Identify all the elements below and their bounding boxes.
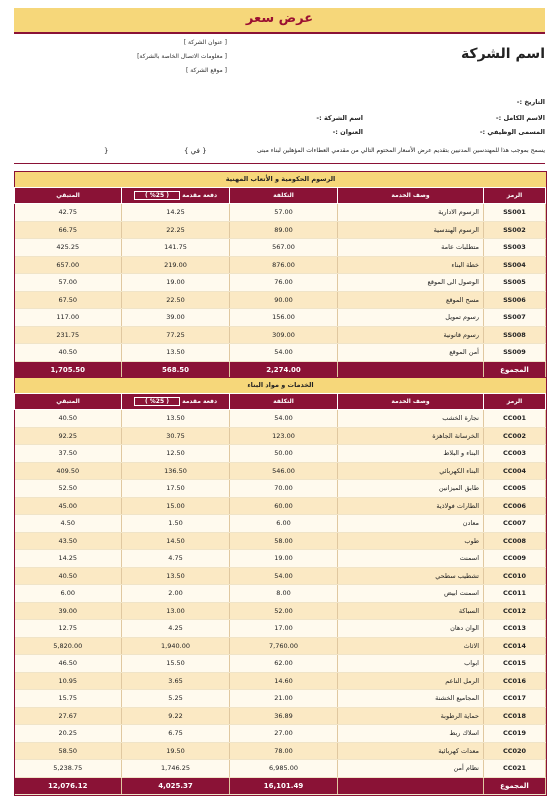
cell-code: SS002 xyxy=(484,221,546,239)
total-remaining: 1,705.50 xyxy=(15,361,122,378)
cell-paid: 3.65 xyxy=(122,672,230,690)
table-row xyxy=(15,567,546,585)
cell-desc: معدات كهربائية xyxy=(338,742,484,760)
cell-paid: 9.22 xyxy=(122,707,230,725)
fees-table xyxy=(14,187,546,379)
cell-desc: الرسوم الادارية xyxy=(338,204,484,222)
table-row xyxy=(15,309,546,327)
cell-code: CC002 xyxy=(484,427,546,445)
cell-remaining: 37.50 xyxy=(15,445,122,463)
cell-cost: 54.00 xyxy=(230,410,338,428)
table-row xyxy=(15,221,546,239)
cell-code: CC003 xyxy=(484,445,546,463)
header-row xyxy=(15,188,546,204)
intro-text: يسمح بموجب هذا للمهندسين المدنيين بتقديم عرض الأسعار المحتوم التالي من مقدمي العطاءات المؤهلين لبناء مبنى xyxy=(256,147,545,154)
cell-remaining: 66.75 xyxy=(15,221,122,239)
col-cost: التكلفة xyxy=(230,394,338,410)
cell-paid: 17.50 xyxy=(122,480,230,498)
cell-cost: 27.00 xyxy=(230,725,338,743)
cell-code: SS007 xyxy=(484,309,546,327)
cell-remaining: 117.00 xyxy=(15,309,122,327)
cell-cost: 52.00 xyxy=(230,602,338,620)
total-remaining: 12,076.12 xyxy=(15,777,122,794)
cell-desc: معادن xyxy=(338,515,484,533)
cell-paid: 19.50 xyxy=(122,742,230,760)
cell-paid: 5.25 xyxy=(122,690,230,708)
cell-remaining: 5,238.75 xyxy=(15,760,122,778)
cell-paid: 2.00 xyxy=(122,585,230,603)
table-row xyxy=(15,344,546,362)
cell-code: SS001 xyxy=(484,204,546,222)
cell-remaining: 231.75 xyxy=(15,326,122,344)
cell-desc: نظام أمن xyxy=(338,760,484,778)
table-row xyxy=(15,326,546,344)
cell-desc: رسوم تمويل xyxy=(338,309,484,327)
cell-remaining: 5,820.00 xyxy=(15,637,122,655)
cell-remaining: 52.50 xyxy=(15,480,122,498)
cell-desc: السباكة xyxy=(338,602,484,620)
cell-paid: 13.50 xyxy=(122,410,230,428)
cell-cost: 156.00 xyxy=(230,309,338,327)
cell-desc: حماية الرطوبة xyxy=(338,707,484,725)
company-address: [ عنوان الشركة ] xyxy=(183,39,227,46)
cell-code: SS008 xyxy=(484,326,546,344)
cell-desc: الوان دهان xyxy=(338,620,484,638)
cell-desc: اسلاك ربط xyxy=(338,725,484,743)
cell-remaining: 10.95 xyxy=(15,672,122,690)
cell-desc: طوب xyxy=(338,532,484,550)
cell-cost: 19.00 xyxy=(230,550,338,568)
table-row xyxy=(15,427,546,445)
cell-desc: أمن الموقع xyxy=(338,344,484,362)
col-code: الرمز xyxy=(484,394,546,410)
table-row xyxy=(15,550,546,568)
col-remaining: المتبقي xyxy=(15,394,122,410)
col-desc: وصف الخدمة xyxy=(338,188,484,204)
table-row xyxy=(15,204,546,222)
title-bar xyxy=(14,8,545,34)
cell-desc: طابق الميزانين xyxy=(338,480,484,498)
cell-paid: 77.25 xyxy=(122,326,230,344)
cell-cost: 60.00 xyxy=(230,497,338,515)
cell-desc: خطة البناء xyxy=(338,256,484,274)
cell-paid: 141.75 xyxy=(122,239,230,257)
cell-cost: 36.89 xyxy=(230,707,338,725)
cell-remaining: 40.50 xyxy=(15,344,122,362)
cell-remaining: 43.50 xyxy=(15,532,122,550)
cell-cost: 17.00 xyxy=(230,620,338,638)
cell-remaining: 6.00 xyxy=(15,585,122,603)
cell-code: CC005 xyxy=(484,480,546,498)
cell-code: CC018 xyxy=(484,707,546,725)
cell-paid: 4.75 xyxy=(122,550,230,568)
government-fees-section xyxy=(14,171,547,380)
cell-remaining: 92.25 xyxy=(15,427,122,445)
cell-code: CC007 xyxy=(484,515,546,533)
cell-desc: مسح الموقع xyxy=(338,291,484,309)
cell-remaining: 57.00 xyxy=(15,274,122,292)
table-row xyxy=(15,445,546,463)
cell-paid: 1.50 xyxy=(122,515,230,533)
cell-paid: 1,940.00 xyxy=(122,637,230,655)
cell-cost: 78.00 xyxy=(230,742,338,760)
cell-desc: البناء الكهربائي xyxy=(338,462,484,480)
total-row xyxy=(15,361,546,378)
cell-cost: 58.00 xyxy=(230,532,338,550)
cell-paid: 136.50 xyxy=(122,462,230,480)
cell-code: CC001 xyxy=(484,410,546,428)
table-row xyxy=(15,672,546,690)
cell-cost: 76.00 xyxy=(230,274,338,292)
table-row xyxy=(15,291,546,309)
section-title: الخدمات و مواد البناء xyxy=(15,378,546,393)
table-row xyxy=(15,602,546,620)
cell-desc: الخرسانة الجاهزة xyxy=(338,427,484,445)
page-title: عرض سعر xyxy=(245,11,314,26)
cell-paid: 13.50 xyxy=(122,567,230,585)
table-row xyxy=(15,760,546,778)
table-row xyxy=(15,410,546,428)
cell-paid: 13.50 xyxy=(122,344,230,362)
cell-code: SS004 xyxy=(484,256,546,274)
cell-paid: 22.25 xyxy=(122,221,230,239)
cell-remaining: 39.00 xyxy=(15,602,122,620)
cell-cost: 546.00 xyxy=(230,462,338,480)
address-label: العنوان :- xyxy=(332,128,363,136)
cell-cost: 876.00 xyxy=(230,256,338,274)
cell-remaining: 40.50 xyxy=(15,410,122,428)
table-row xyxy=(15,637,546,655)
cell-cost: 89.00 xyxy=(230,221,338,239)
cell-paid: 15.50 xyxy=(122,655,230,673)
table-row xyxy=(15,497,546,515)
cell-code: CC015 xyxy=(484,655,546,673)
cell-remaining: 58.50 xyxy=(15,742,122,760)
cell-cost: 7,760.00 xyxy=(230,637,338,655)
table-row xyxy=(15,655,546,673)
table-row xyxy=(15,707,546,725)
col-cost: التكلفة xyxy=(230,188,338,204)
cell-desc: اسمنت xyxy=(338,550,484,568)
cell-cost: 6,985.00 xyxy=(230,760,338,778)
cell-desc: الرمل الناعم xyxy=(338,672,484,690)
cell-cost: 54.00 xyxy=(230,567,338,585)
cell-paid: 30.75 xyxy=(122,427,230,445)
cell-code: CC017 xyxy=(484,690,546,708)
cell-code: CC006 xyxy=(484,497,546,515)
cell-cost: 90.00 xyxy=(230,291,338,309)
col-remaining: المتبقي xyxy=(15,188,122,204)
total-spacer xyxy=(338,361,484,378)
cell-cost: 62.00 xyxy=(230,655,338,673)
divider xyxy=(14,163,545,164)
total-paid: 568.50 xyxy=(122,361,230,378)
cell-cost: 14.60 xyxy=(230,672,338,690)
cell-desc: البناء و البلاط xyxy=(338,445,484,463)
cell-desc: اسمنت ابيض xyxy=(338,585,484,603)
cell-paid: 14.25 xyxy=(122,204,230,222)
total-row xyxy=(15,777,546,794)
table-row xyxy=(15,585,546,603)
total-cost: 2,274.00 xyxy=(230,361,338,378)
cell-remaining: 46.50 xyxy=(15,655,122,673)
company-name: اسم الشركة xyxy=(460,46,545,62)
cell-paid: 4.25 xyxy=(122,620,230,638)
intro-brace-location: { في } xyxy=(184,147,207,155)
cell-paid: 13.00 xyxy=(122,602,230,620)
cell-code: CC014 xyxy=(484,637,546,655)
cell-remaining: 42.75 xyxy=(15,204,122,222)
cell-desc: رسوم قانونية xyxy=(338,326,484,344)
company-contact: [ معلومات الاتصال الخاصة بالشركة] xyxy=(137,53,227,60)
cell-paid: 19.00 xyxy=(122,274,230,292)
header-row xyxy=(15,394,546,410)
cell-cost: 54.00 xyxy=(230,344,338,362)
cell-desc: ابواب xyxy=(338,655,484,673)
cell-cost: 21.00 xyxy=(230,690,338,708)
cell-paid: 219.00 xyxy=(122,256,230,274)
cell-paid: 15.00 xyxy=(122,497,230,515)
cell-cost: 57.00 xyxy=(230,204,338,222)
table-row xyxy=(15,725,546,743)
table-row xyxy=(15,274,546,292)
cell-code: CC021 xyxy=(484,760,546,778)
col-code: الرمز xyxy=(484,188,546,204)
cell-remaining: 15.75 xyxy=(15,690,122,708)
cell-code: CC011 xyxy=(484,585,546,603)
cell-paid: 39.00 xyxy=(122,309,230,327)
total-label: المجموع xyxy=(484,361,546,378)
materials-table xyxy=(14,393,546,795)
cell-paid: 6.75 xyxy=(122,725,230,743)
cell-desc: الطارات فولاذية xyxy=(338,497,484,515)
cell-desc: تشطيب سطحي xyxy=(338,567,484,585)
total-paid: 4,025.37 xyxy=(122,777,230,794)
cell-code: CC020 xyxy=(484,742,546,760)
total-cost: 16,101.49 xyxy=(230,777,338,794)
cell-paid: 14.50 xyxy=(122,532,230,550)
col-desc: وصف الخدمة xyxy=(338,394,484,410)
table-row xyxy=(15,532,546,550)
date-label: التاريخ :- xyxy=(516,98,545,106)
cell-code: CC012 xyxy=(484,602,546,620)
cell-remaining: 20.25 xyxy=(15,725,122,743)
cell-code: CC010 xyxy=(484,567,546,585)
cell-remaining: 67.50 xyxy=(15,291,122,309)
cell-remaining: 45.00 xyxy=(15,497,122,515)
cell-cost: 70.00 xyxy=(230,480,338,498)
cell-remaining: 14.25 xyxy=(15,550,122,568)
cell-paid: 22.50 xyxy=(122,291,230,309)
total-label: المجموع xyxy=(484,777,546,794)
cell-code: CC008 xyxy=(484,532,546,550)
cell-cost: 309.00 xyxy=(230,326,338,344)
cell-remaining: 12.75 xyxy=(15,620,122,638)
cell-cost: 50.00 xyxy=(230,445,338,463)
table-row xyxy=(15,256,546,274)
intro-brace-open: { xyxy=(104,147,109,155)
cell-remaining: 27.67 xyxy=(15,707,122,725)
cell-code: SS006 xyxy=(484,291,546,309)
cell-cost: 8.00 xyxy=(230,585,338,603)
cell-paid: 12.50 xyxy=(122,445,230,463)
cell-code: SS009 xyxy=(484,344,546,362)
cell-cost: 6.00 xyxy=(230,515,338,533)
table-row xyxy=(15,742,546,760)
cell-desc: الرسوم الهندسية xyxy=(338,221,484,239)
services-materials-section xyxy=(14,377,547,796)
cell-cost: 123.00 xyxy=(230,427,338,445)
cell-cost: 567.00 xyxy=(230,239,338,257)
cell-code: CC019 xyxy=(484,725,546,743)
cell-remaining: 409.50 xyxy=(15,462,122,480)
cell-desc: الاثاث xyxy=(338,637,484,655)
cell-code: CC009 xyxy=(484,550,546,568)
table-row xyxy=(15,620,546,638)
cell-desc: المجاميع الخشنة xyxy=(338,690,484,708)
col-paid: دفعة مقدمة ( 25% ) xyxy=(122,394,230,410)
cell-remaining: 40.50 xyxy=(15,567,122,585)
cell-code: SS005 xyxy=(484,274,546,292)
fullname-label: الاسم الكامل :- xyxy=(495,114,545,122)
table-row xyxy=(15,515,546,533)
table-row xyxy=(15,239,546,257)
cell-code: CC013 xyxy=(484,620,546,638)
section-title: الرسوم الحكومية و الأتعاب المهنية xyxy=(15,172,546,187)
cell-code: CC016 xyxy=(484,672,546,690)
cell-code: SS003 xyxy=(484,239,546,257)
cell-desc: متطلبات عامة xyxy=(338,239,484,257)
cell-desc: نجارة الخشب xyxy=(338,410,484,428)
cell-desc: الوصول الى الموقع xyxy=(338,274,484,292)
cell-remaining: 657.00 xyxy=(15,256,122,274)
company-label: اسم الشركة :- xyxy=(316,114,363,122)
jobtitle-label: المسمى الوظيفي :- xyxy=(479,128,545,136)
cell-remaining: 425.25 xyxy=(15,239,122,257)
table-row xyxy=(15,480,546,498)
col-paid: دفعة مقدمة ( 25% ) xyxy=(122,188,230,204)
table-row xyxy=(15,462,546,480)
company-website: [ موقع الشركة ] xyxy=(185,67,227,74)
cell-code: CC004 xyxy=(484,462,546,480)
cell-paid: 1,746.25 xyxy=(122,760,230,778)
table-row xyxy=(15,690,546,708)
cell-remaining: 4.50 xyxy=(15,515,122,533)
total-spacer xyxy=(338,777,484,794)
